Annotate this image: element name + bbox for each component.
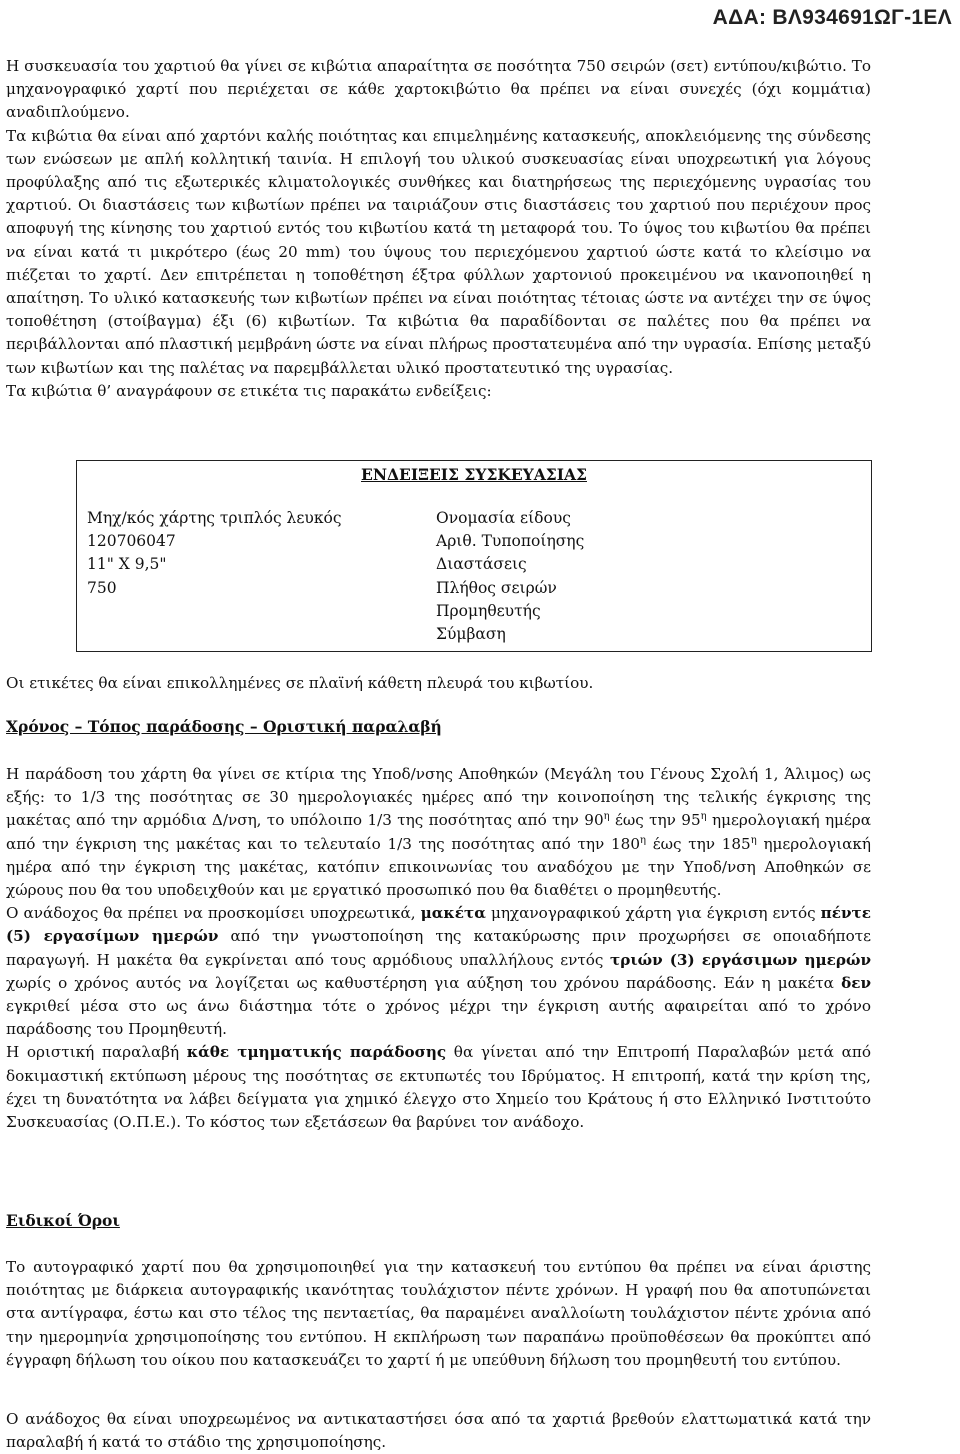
intro-line-2: Τα κιβώτια θα είναι από χαρτόνι καλής ποιότητας και επιμελημένης κατασκευής, αποκλειόμενης της σύνδεσης των ενώσεων με απλή κολλητική ταινία. Η επιλογή του υλικού συσκευασίας είναι υποχρεωτική για λόγους προφύλαξης από τις εξωτερικές κλιματολογικές συνθήκες και διατηρήσεως της περιεχόμενης υγρασίας του χαρτιού. Οι διαστάσεις των κιβωτίων πρέπει να ταιριάζουν στις διαστάσεις του χαρτιού που περιέχουν προς αποφυγή της κίνησης του χαρτιού εντός του κιβωτίου κατά τη μεταφορά του. Το ύψος του κιβωτίου θα πρέπει να είναι κατά τι μικρότερο (έως 20 mm) του ύψους του περιεχόμενου χαρτιού ώστε κατά το κλείσιμο να πιέζεται το χαρτί. Δεν επιτρέπεται η τοποθέτηση έξτρα φύλλων χαρτονιού προκειμένου να ικανοποιηθεί η απαίτηση. Το υλικό κατασκευής των κιβωτίων πρέπει να είναι ποιότητας τέτοιας ώστε να αντέχει την σε ύψος τοποθέτηση (στοίβαγμα) έξι (6) κιβωτίων. Τα κιβώτια θα παραδίδονται σε παλέτες που θα πρέπει να περιβάλλονται από πλαστική μεμβράνη ώστε να είναι πλήρως προστατευμένα από την υγρασία. Επίσης μεταξύ των κιβωτίων και της παλέτας να παρεμβάλλεται υλικό προστατευτικό της υγρασίας.: [6, 126, 871, 377]
special-terms-paragraph: Το αυτογραφικό χαρτί που θα χρησιμοποιηθεί για την κατασκευή του εντύπου θα πρέπει να είναι άριστης ποιότητας με διάρκεια αυτογραφικής ικανότητας τουλάχιστον πέντε χρόνων. Η γραφή που θα αποτυπώνεται στα αντίγραφα, έστω και στο τέλος της πενταετίας, θα παραμένει αναλλοίωτη τουλάχιστον πέντε χρόνια από την ημερομηνία χρησιμοποίησης του εντύπου. Η εκπλήρωση των παραπάνω προϋποθέσεων θα προκύπτει από έγγραφη δήλωση του οίκου που κατασκευάζει το χαρτί ή με υπεύθυνη δήλωση του προμηθευτή του εντύπου.: [6, 1258, 871, 1369]
label-field: Αριθ. Τυποποίησης: [436, 532, 585, 551]
mockup-text: από την γνωστοποίηση της κατακύρωσης πριν προχωρήσει σε οποιαδήποτε παραγωγή. Η μακέτα θα εγκρίνεται από τους αρμόδιους υπαλλήλους εντός: [6, 927, 871, 969]
superscript: η: [750, 834, 757, 846]
superscript: η: [640, 834, 646, 846]
mockup-bold: τριών (3) εργάσιμων ημερών: [610, 950, 871, 969]
mockup-text: εγκριθεί μέσα στο ως άνω διάστημα τότε ο χρόνος μέχρι την έγκριση αυτής αφαιρείται από το χρόνο παράδοσης του Προμηθευτή.: [6, 997, 871, 1039]
intro-line-3: Τα κιβώτια θ’ αναγράφουν σε ετικέτα τις παρακάτω ενδείξεις:: [6, 381, 492, 400]
acceptance-bold: κάθε τμηματικής παράδοσης: [186, 1043, 447, 1062]
label-value: Μηχ/κός χάρτης τριπλός λευκός: [87, 509, 342, 527]
mockup-text: χωρίς ο χρόνος αυτός να λογίζεται ως καθυστέρηση για αύξηση του χρόνου παράδοσης. Εάν η μακέτα: [6, 973, 842, 992]
mockup-text: Ο ανάδοχος θα πρέπει να προσκομίσει υποχρεωτικά,: [6, 904, 421, 923]
section-heading-special-terms: Ειδικοί Όροι: [6, 1211, 120, 1230]
label-field: Διαστάσεις: [436, 555, 527, 574]
ada-code: ΑΔΑ: ΒΛ934691ΩΓ-1ΕΛ: [712, 6, 952, 29]
label-field: Ονομασία είδους: [436, 509, 571, 527]
label-field: Σύμβαση: [436, 624, 506, 643]
mockup-bold: μακέτα: [420, 904, 486, 923]
label-value: 750: [87, 578, 117, 597]
delivery-text: Η παράδοση του χάρτη θα γίνει σε κτίρια της Υποδ/νσης Αποθηκών (Μεγάλη του Γένους Σχολή 1, Άλιμος) ως εξής: το 1/3 της ποσότητας σε 30 ημερολογιακές ημέρες από την κοινοποίηση της τελικής έγκρισης της μακέτας από την αρμόδια Δ/νση, το υπόλοιπο 1/3 της ποσότητας από την 90: [6, 765, 871, 830]
mockup-bold: πέντε (5) εργασίμων ημερών: [6, 904, 871, 946]
superscript: η: [603, 811, 610, 823]
delivery-text: ημερολογιακή ημέρα από την έγκριση της μακέτας, κατόπιν επικοινωνίας του αναδόχου με την Υποδ/νση Αποθηκών σε χώρους που θα του υποδειχθούν και με εργατικό προσωπικό που θα διαθέτει ο προμηθευτής.: [6, 834, 871, 900]
label-title: ΕΝΔΕΙΞΕΙΣ ΣΥΣΚΕΥΑΣΙΑΣ: [361, 465, 587, 484]
delivery-section: [6, 763, 871, 1134]
mockup-bold: δεν: [841, 973, 871, 992]
label-note: Οι ετικέτες θα είναι επικολλημένες σε πλαϊνή κάθετη πλευρά του κιβωτίου.: [6, 674, 594, 692]
mockup-text: μηχανογραφικού χάρτη για έγκριση εντός: [485, 904, 821, 923]
label-value: 120706047: [87, 532, 176, 551]
delivery-text: έως την 95: [609, 811, 701, 830]
superscript: η: [700, 811, 707, 823]
replacement-paragraph: Ο ανάδοχος θα είναι υποχρεωμένος να αντικαταστήσει όσα από τα χαρτιά βρεθούν ελαττωματικά κατά την παραλαβή ή κατά το στάδιο της χρησιμοποίησης.: [6, 1410, 871, 1452]
delivery-text: ημερολογιακή ημέρα από την έγκριση της μακέτας και το τελευταίο 1/3 της ποσότητας από την 180: [6, 811, 871, 853]
label-values: [87, 507, 342, 600]
intro-line-1: Η συσκευασία του χαρτιού θα γίνει σε κιβώτια απαραίτητα σε ποσότητα 750 σειρών (σετ) εντύπου/κιβώτιο. Το μηχανογραφικό χαρτί που περιέχεται σε κάθε χαρτοκιβώτιο θα πρέπει να είναι συνεχές (όχι κομμάτια) αναδιπλούμενο.: [6, 57, 871, 122]
acceptance-text: θα γίνεται από την Επιτροπή Παραλαβών μετά από δοκιμαστική εκτύπωση μέρους της ποσότητας σε εκτυπωτές του Ιδρύματος. Η επιτροπή, κατά την κρίση της, έχει τη δυνατότητα να λάβει δείγματα για χημικό έλεγχο στο Χημείο του Κράτους ή στο Ελληνικό Ινστιτούτο Συσκευασίας (Ο.Π.Ε.). Το κόστος των εξετάσεων θα βαρύνει τον ανάδοχο.: [6, 1043, 871, 1132]
label-field: Πλήθος σειρών: [436, 578, 557, 597]
intro-paragraph: [6, 55, 871, 403]
delivery-text: έως την 185: [646, 834, 751, 853]
acceptance-text: Η οριστική παραλαβή: [6, 1043, 187, 1062]
label-field: Προμηθευτής: [436, 601, 541, 620]
label-fields: [436, 507, 584, 646]
label-value: 11" Χ 9,5": [87, 555, 167, 574]
section-heading-delivery: Χρόνος – Τόπος παράδοσης – Οριστική παραλαβή: [6, 717, 442, 736]
